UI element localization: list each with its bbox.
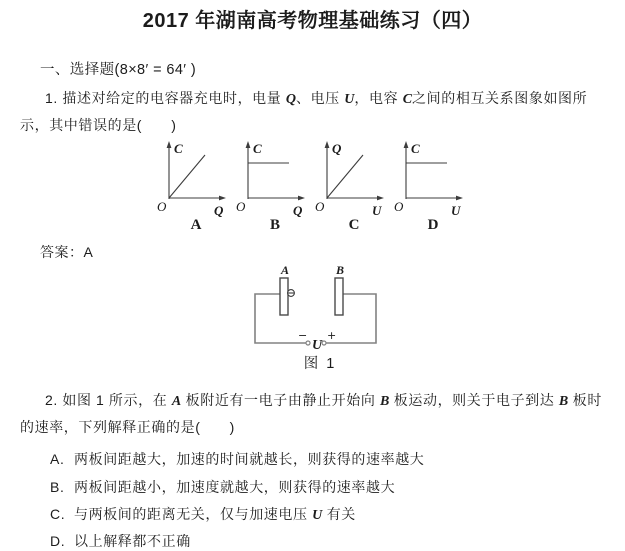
mini-graph-A bbox=[151, 138, 230, 233]
x-axis-arrow-icon bbox=[298, 196, 305, 201]
x-axis-arrow-icon bbox=[377, 196, 384, 201]
answer-label: 答案： bbox=[40, 244, 84, 260]
q1-text: 、电压 bbox=[295, 90, 345, 106]
plate-b bbox=[335, 278, 343, 315]
origin-label: O bbox=[394, 199, 404, 214]
q2-text: 2. 如图 1 所示，在 bbox=[45, 392, 172, 408]
origin-label: O bbox=[157, 199, 167, 214]
plus-sign: + bbox=[327, 329, 337, 342]
minus-sign: − bbox=[298, 329, 308, 342]
option-a bbox=[50, 449, 424, 469]
x-axis-label: Q bbox=[293, 203, 303, 218]
y-axis-label: C bbox=[253, 141, 262, 156]
terminal-positive bbox=[322, 341, 326, 345]
page-title: 2017 年湖南高考物理基础练习（四） bbox=[142, 10, 483, 32]
circuit-wire bbox=[255, 294, 376, 343]
question2-line2: 的速率，下列解释正确的是( ) bbox=[20, 419, 235, 435]
plate-a-label: A bbox=[281, 263, 290, 277]
graph-letter: D bbox=[427, 217, 439, 233]
mini-graph-svg bbox=[388, 138, 467, 233]
mini-graph-B bbox=[230, 138, 309, 233]
mini-graph-svg bbox=[230, 138, 309, 233]
mini-graph-C bbox=[309, 138, 388, 233]
option-c-text2: 有关 bbox=[322, 506, 356, 522]
option-c-var: U bbox=[312, 508, 323, 523]
option-b bbox=[50, 477, 395, 497]
plate-a bbox=[280, 278, 288, 315]
option-a-text: 两板间距越大，加速的时间就越长，则获得的速率越大 bbox=[74, 451, 425, 467]
answer-value: A bbox=[83, 244, 94, 260]
mini-graph-svg bbox=[151, 138, 230, 233]
graph-letter: C bbox=[348, 217, 360, 233]
x-axis-label: Q bbox=[214, 203, 224, 218]
y-axis-label: C bbox=[174, 141, 183, 156]
variable-C: C bbox=[402, 92, 413, 107]
origin-label: O bbox=[236, 199, 246, 214]
y-axis-label: Q bbox=[332, 141, 342, 156]
y-axis-arrow-icon bbox=[167, 141, 172, 148]
figure1-circuit bbox=[240, 262, 400, 354]
y-axis-arrow-icon bbox=[246, 141, 251, 148]
question1-line1 bbox=[45, 88, 587, 108]
q2-text: 板运动，则关于电子到达 bbox=[389, 392, 559, 408]
q2-text: 板时 bbox=[568, 392, 602, 408]
option-d-label: D. bbox=[50, 533, 66, 549]
section-heading: 一、选择题(8×8′ = 64′ ) bbox=[40, 62, 197, 78]
option-c bbox=[50, 504, 356, 524]
option-c-label: C. bbox=[50, 506, 66, 522]
mini-graph-svg bbox=[309, 138, 388, 233]
origin-label: O bbox=[315, 199, 325, 214]
q1-text: 之间的相互关系图象如图所 bbox=[412, 90, 588, 106]
answer-graphs-row bbox=[151, 138, 471, 233]
q2-text: 板附近有一电子由静止开始向 bbox=[181, 392, 380, 408]
question1-line2: 示，其中错误的是( ) bbox=[20, 117, 177, 133]
variable-Q: Q bbox=[285, 92, 296, 107]
graph-letter: A bbox=[190, 217, 202, 233]
x-axis-label: U bbox=[451, 203, 461, 218]
option-c-text: 与两板间的距离无关，仅与加速电压 bbox=[74, 506, 313, 522]
plate-b-label: B bbox=[336, 263, 345, 277]
q1-text: 1. 描述对给定的电容器充电时，电量 bbox=[45, 90, 286, 106]
figure1-caption: 图 1 bbox=[303, 356, 337, 372]
y-axis-label: C bbox=[411, 141, 420, 156]
y-axis-arrow-icon bbox=[325, 141, 330, 148]
option-b-text: 两板间距越小，加速度就越大，则获得的速率越大 bbox=[74, 479, 396, 495]
answer-line bbox=[40, 242, 93, 262]
option-d bbox=[50, 531, 191, 551]
x-axis-label: U bbox=[372, 203, 382, 218]
variable-U: U bbox=[344, 92, 355, 107]
mini-graph-D bbox=[388, 138, 467, 233]
graph-letter: B bbox=[269, 217, 281, 233]
question2-line1 bbox=[45, 390, 602, 410]
electron-icon bbox=[288, 290, 295, 297]
variable-A: A bbox=[171, 394, 182, 409]
voltage-label: U bbox=[312, 338, 323, 353]
variable-B: B bbox=[379, 394, 390, 409]
variable-B: B bbox=[558, 394, 569, 409]
y-axis-arrow-icon bbox=[404, 141, 409, 148]
x-axis-arrow-icon bbox=[219, 196, 226, 201]
q1-text: ，电容 bbox=[354, 90, 403, 106]
option-a-label: A. bbox=[50, 451, 65, 467]
option-b-label: B. bbox=[50, 479, 65, 495]
option-d-text: 以上解释都不正确 bbox=[74, 533, 191, 549]
x-axis-arrow-icon bbox=[456, 196, 463, 201]
